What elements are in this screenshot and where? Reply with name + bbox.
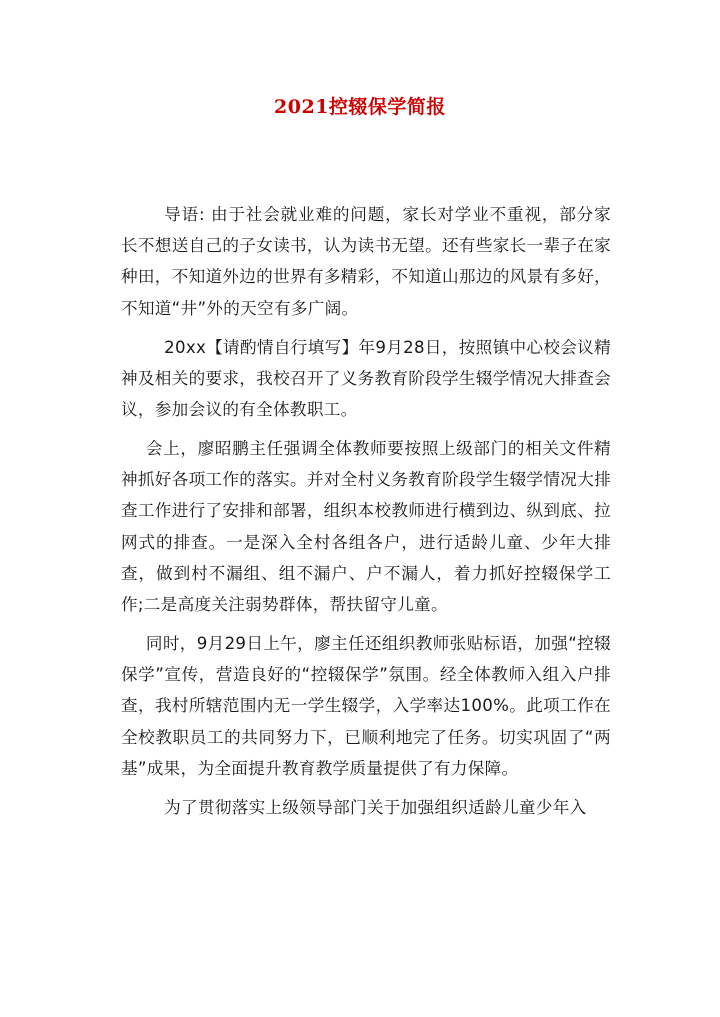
paragraph-continuation: 为了贯彻落实上级领导部门关于加强组织适龄儿童少年入	[164, 797, 587, 817]
document-title: 2021控辍保学简报	[274, 96, 446, 118]
document-body	[121, 199, 611, 831]
paragraph-meeting: 20xx【请酌情自行填写】年9月28日，按照镇中心校会议精神及相关的要求，我校召开了义务教育阶段学生辍学情况大排查会议，参加会议的有全体教职工。	[121, 337, 611, 420]
paragraph-results: 同时，9月29日上午，廖主任还组织教师张贴标语，加强“控辍保学”宣传，营造良好的“控辍保学”氛围。经全体教师入组入户排查，我村所辖范围内无一学生辍学，入学率达100%。此项工作在全校教职员工的共同努力下，已顺利地完了任务。切实巩固了“两基”成果，为全面提升教育教学质量提供了有力保障。	[121, 634, 611, 778]
paragraph-arrangement: 会上，廖昭鹏主任强调全体教师要按照上级部门的相关文件精神抓好各项工作的落实。并对全村义务教育阶段学生辍学情况大排查工作进行了安排和部署，组织本校教师进行横到边、纵到底、拉网式的排查。一是深入全村各组各户，进行适龄儿童、少年大排查，做到村不漏组、组不漏户、户不漏人，着力抓好控辍保学工作;二是高度关注弱势群体，帮扶留守儿童。	[121, 439, 611, 615]
paragraph-intro: 导语: 由于社会就业难的问题，家长对学业不重视，部分家长不想送自己的子女读书，认为读书无望。还有些家长一辈子在家种田，不知道外边的世界有多精彩，不知道山那边的风景有多好，不知道“井”外的天空有多广阔。	[121, 205, 611, 318]
